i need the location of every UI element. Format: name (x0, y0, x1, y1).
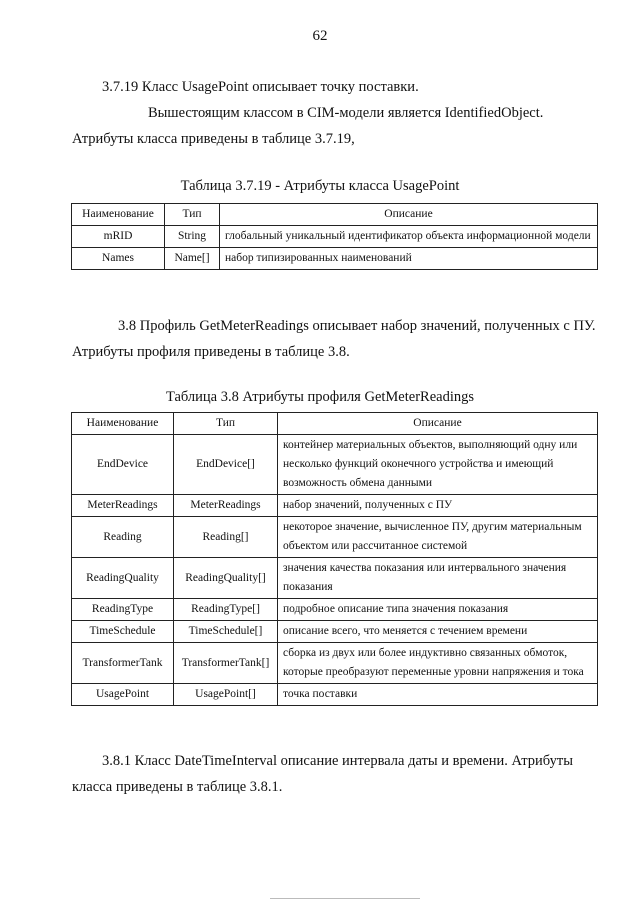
table-row (72, 435, 598, 495)
header-type: Тип (174, 413, 278, 435)
cell-name: TransformerTank (72, 643, 174, 684)
table-header-row (72, 204, 598, 226)
table1-caption: Таблица 3.7.19 - Атрибуты класса UsagePoint (180, 178, 460, 194)
cell-name: ReadingQuality (72, 558, 174, 599)
cell-name: ReadingType (72, 599, 174, 621)
cell-description: контейнер материальных объектов, выполняющий одну или несколько функций оконечного устройства и имеющий возможность обмена данными (278, 435, 598, 495)
table-getmeterreadings-attributes (71, 412, 598, 706)
cell-type: MeterReadings (174, 495, 278, 517)
paragraph-superclass: Вышестоящим классом в CIM-модели является IdentifiedObject. (148, 105, 544, 121)
header-type: Тип (165, 204, 220, 226)
cell-description: описание всего, что меняется с течением времени (278, 621, 598, 643)
cell-type: UsagePoint[] (174, 684, 278, 706)
cell-type: Name[] (165, 248, 220, 270)
cell-name: mRID (72, 226, 165, 248)
table-row (72, 643, 598, 684)
cell-description: значения качества показания или интервального значения показания (278, 558, 598, 599)
paragraph-profile-attributes-ref: Атрибуты профиля приведены в таблице 3.8. (72, 344, 350, 360)
cell-type: TimeSchedule[] (174, 621, 278, 643)
cell-name: Names (72, 248, 165, 270)
paragraph-usagepoint-class: 3.7.19 Класс UsagePoint описывает точку поставки. (102, 79, 419, 95)
cell-description: некоторое значение, вычисленное ПУ, другим материальным объектом или рассчитанное системой (278, 517, 598, 558)
cell-description: точка поставки (278, 684, 598, 706)
table2-caption: Таблица 3.8 Атрибуты профиля GetMeterReadings (165, 389, 475, 405)
table-usagepoint-attributes (71, 203, 598, 270)
cell-description: глобальный уникальный идентификатор объекта информационной модели (220, 226, 598, 248)
cell-type: TransformerTank[] (174, 643, 278, 684)
cell-type: String (165, 226, 220, 248)
cell-type: ReadingQuality[] (174, 558, 278, 599)
table-row (72, 517, 598, 558)
table-row (72, 495, 598, 517)
cell-description: набор значений, полученных с ПУ (278, 495, 598, 517)
cell-type: ReadingType[] (174, 599, 278, 621)
page-number: 62 (312, 28, 328, 44)
cell-description: подробное описание типа значения показания (278, 599, 598, 621)
table-row (72, 599, 598, 621)
paragraph-datetimeinterval-ref: класса приведены в таблице 3.8.1. (72, 779, 283, 795)
cell-name: MeterReadings (72, 495, 174, 517)
cell-name: UsagePoint (72, 684, 174, 706)
cell-description: сборка из двух или более индуктивно связанных обмоток, которые преобразуют переменные уровни напряжения и тока (278, 643, 598, 684)
footer-rule (270, 898, 420, 899)
cell-name: TimeSchedule (72, 621, 174, 643)
cell-type: Reading[] (174, 517, 278, 558)
cell-description: набор типизированных наименований (220, 248, 598, 270)
cell-name: EndDevice (72, 435, 174, 495)
paragraph-datetimeinterval: 3.8.1 Класс DateTimeInterval описание интервала даты и времени. Атрибуты (102, 753, 573, 769)
paragraph-attributes-ref: Атрибуты класса приведены в таблице 3.7.19, (72, 131, 355, 147)
cell-type: EndDevice[] (174, 435, 278, 495)
header-name: Наименование (72, 413, 174, 435)
header-description: Описание (278, 413, 598, 435)
table-row (72, 226, 598, 248)
header-description: Описание (220, 204, 598, 226)
table-row (72, 684, 598, 706)
table-row (72, 558, 598, 599)
cell-name: Reading (72, 517, 174, 558)
paragraph-getmeterreadings: 3.8 Профиль GetMeterReadings описывает набор значений, полученных с ПУ. (118, 318, 596, 334)
table-row (72, 248, 598, 270)
table-row (72, 621, 598, 643)
table-header-row (72, 413, 598, 435)
header-name: Наименование (72, 204, 165, 226)
